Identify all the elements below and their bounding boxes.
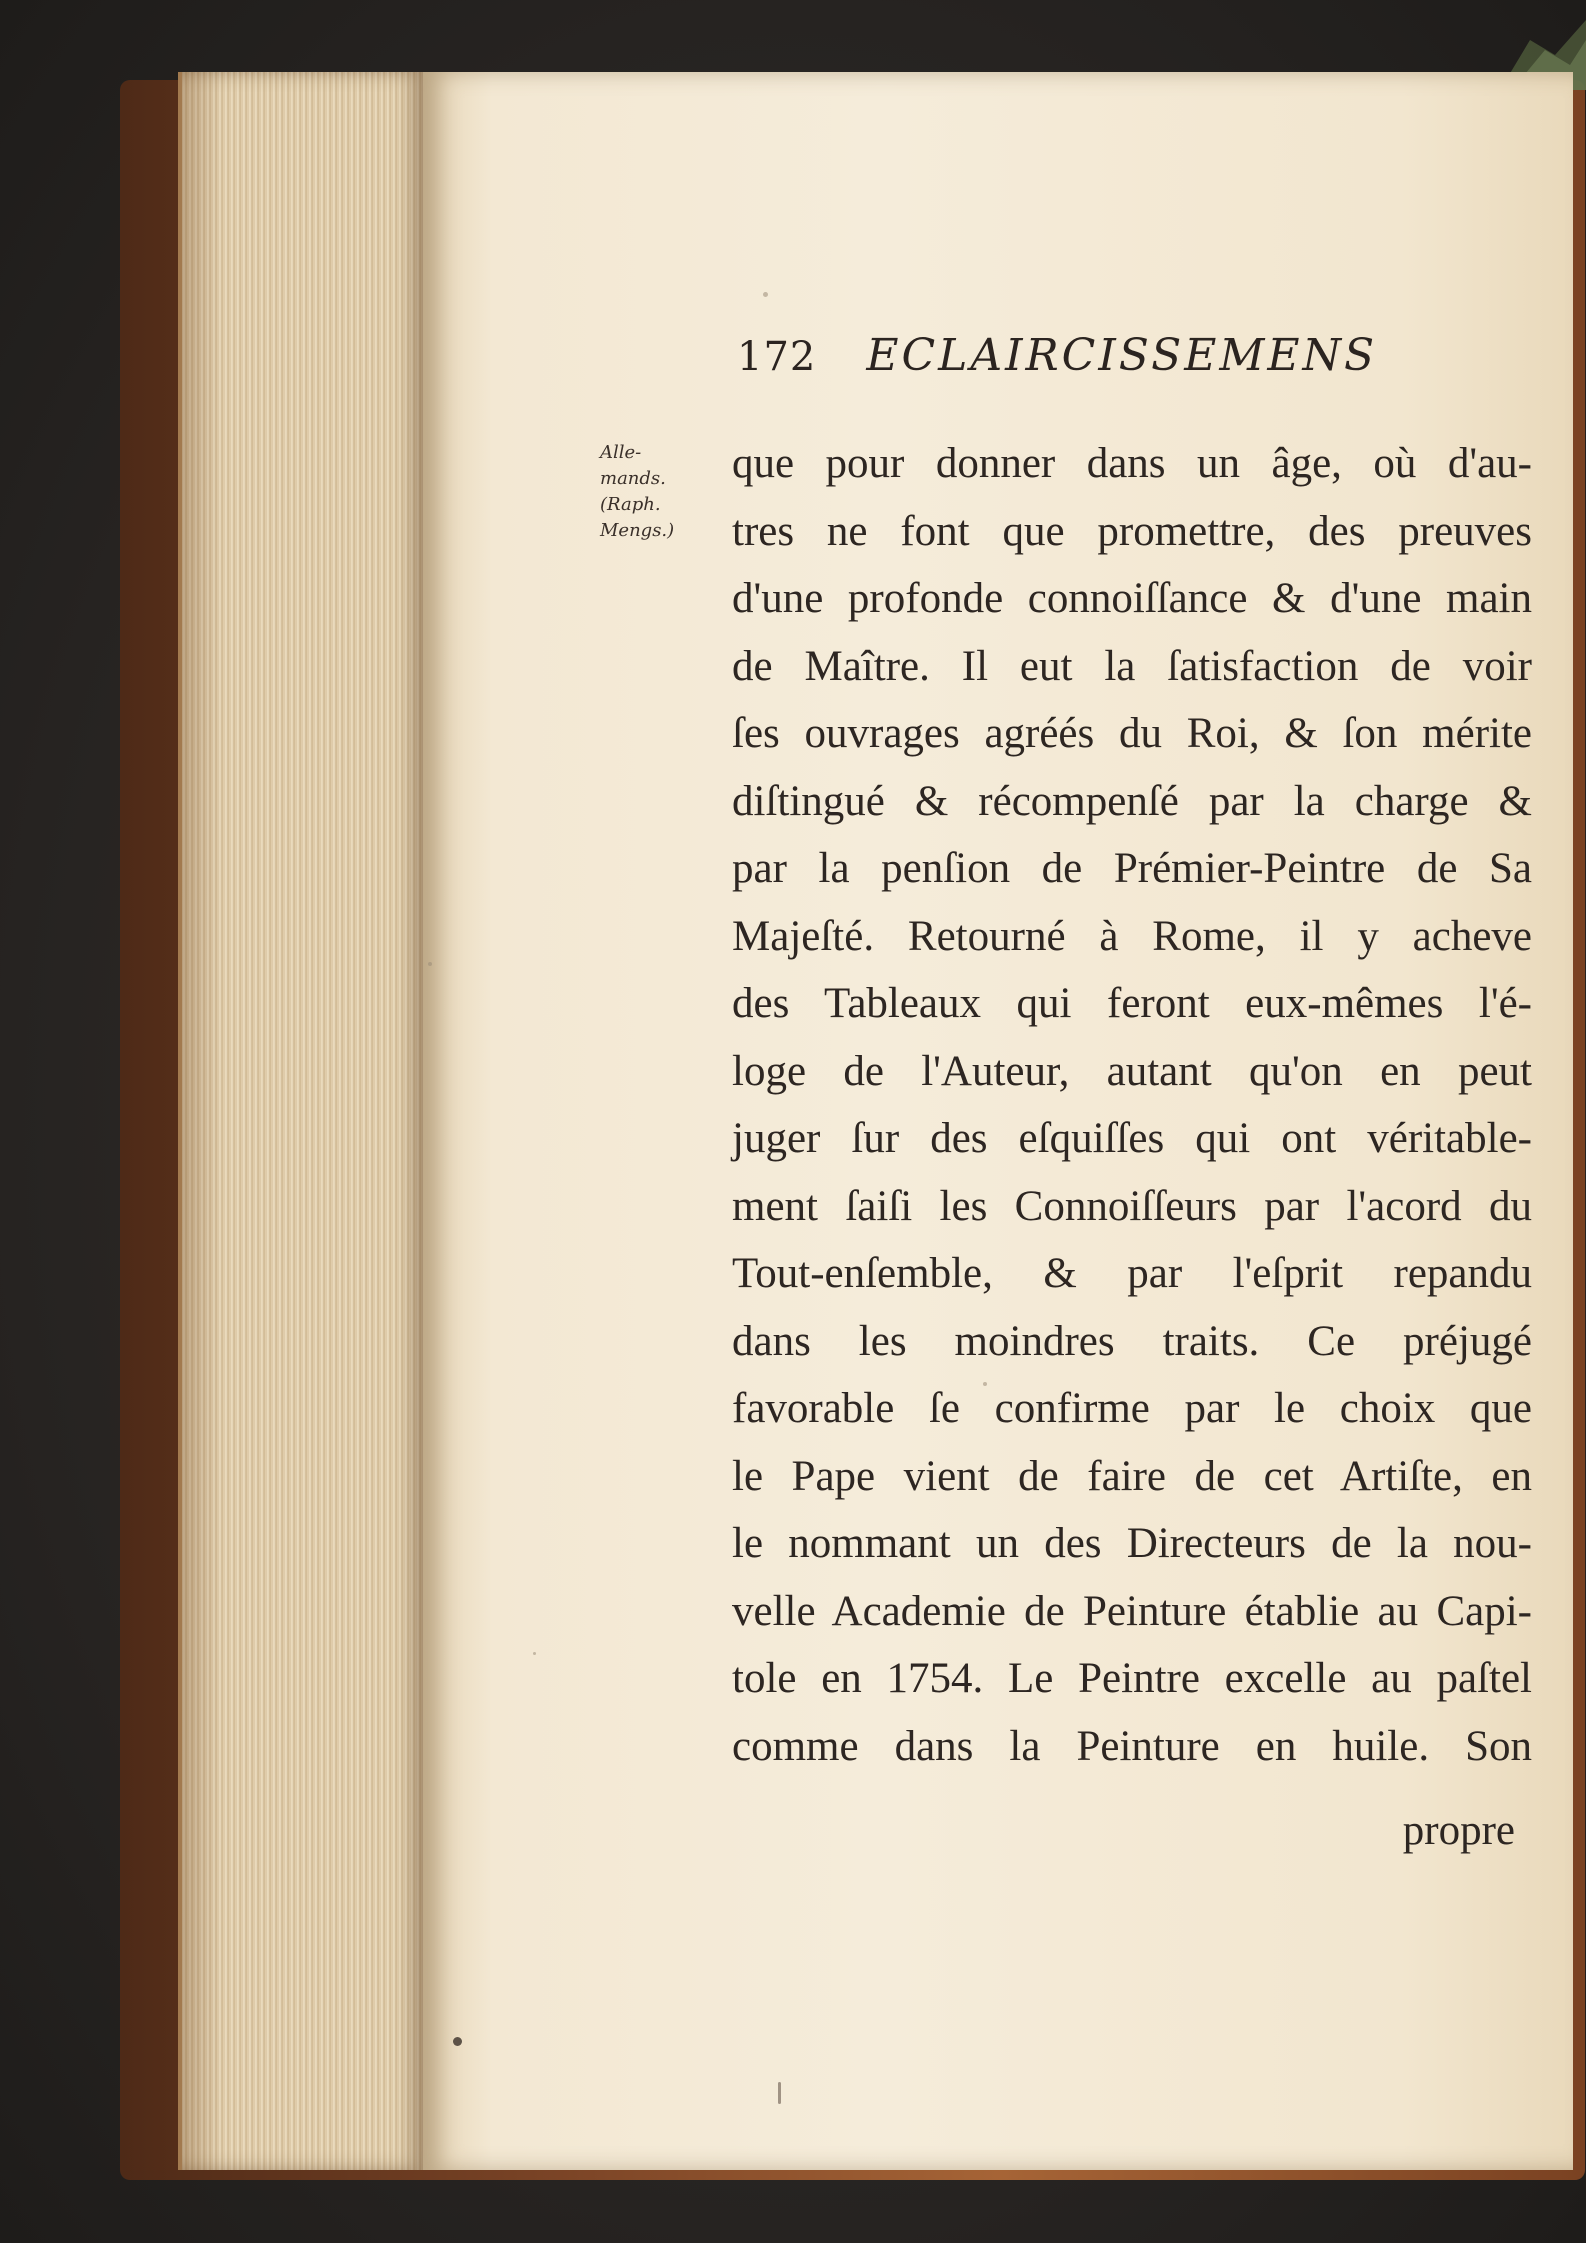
- text-line: de Maître. Il eut la ſatisfaction de voir: [732, 642, 1532, 690]
- text-line: loge de l'Auteur, autant qu'on en peut: [732, 1047, 1532, 1095]
- paper-speck: [763, 292, 768, 297]
- margin-note-line: mands.: [600, 468, 666, 489]
- text-line: ment ſaiſi les Connoiſſeurs par l'acord du: [732, 1182, 1532, 1230]
- text-line: d'une profonde connoiſſance & d'une main: [732, 575, 1532, 622]
- catchword: propre: [1402, 1807, 1515, 1854]
- text-line: tole en 1754. Le Peintre excelle au paſtel: [732, 1655, 1532, 1702]
- page-edge-shadow: [182, 72, 222, 2170]
- text-line: tres ne font que promettre, des preuves: [732, 507, 1532, 555]
- text-line: le Pape vient de faire de cet Artiſte, en: [732, 1452, 1532, 1500]
- text-line: Majeſté. Retourné à Rome, il y acheve: [732, 912, 1532, 960]
- text-line: ſes ouvrages agréés du Roi, & ſon mérite: [732, 710, 1532, 757]
- text-line: dans les moindres traits. Ce préjugé: [732, 1317, 1532, 1365]
- margin-note-line: Alle-: [600, 442, 642, 463]
- paper-speck: [778, 2082, 781, 2104]
- text-line: par la penſion de Prémier-Peintre de Sa: [732, 845, 1532, 892]
- paper-speck: [428, 962, 432, 966]
- text-line: que pour donner dans un âge, où d'au-: [732, 440, 1532, 487]
- paper-speck: [533, 1652, 536, 1655]
- running-head: [737, 330, 1467, 400]
- margin-note-line: Mengs.): [600, 520, 675, 541]
- text-line: Tout-enſemble, & par l'eſprit repandu: [732, 1250, 1532, 1297]
- text-line: comme dans la Peinture en huile. Son: [732, 1722, 1532, 1770]
- text-line: velle Academie de Peinture établie au Capi-: [732, 1587, 1532, 1635]
- body-text: [732, 430, 1532, 1780]
- page-edges: [178, 72, 427, 2170]
- margin-note-line: (Raph.: [600, 494, 661, 515]
- text-line: diſtingué & récompenſé par la charge &: [732, 777, 1532, 825]
- running-head-title: ECLAIRCISSEMENS: [866, 330, 1378, 381]
- text-line: le nommant un des Directeurs de la nou-: [732, 1520, 1532, 1567]
- text-line: des Tableaux qui feront eux-mêmes l'é-: [732, 980, 1532, 1027]
- paper-speck: [453, 2037, 462, 2046]
- text-line: juger ſur des eſquiſſes qui ont véritable-: [732, 1115, 1532, 1162]
- text-line: favorable ſe confirme par le choix que: [732, 1385, 1532, 1432]
- page-number: 172: [737, 334, 817, 380]
- margin-note: [600, 440, 745, 544]
